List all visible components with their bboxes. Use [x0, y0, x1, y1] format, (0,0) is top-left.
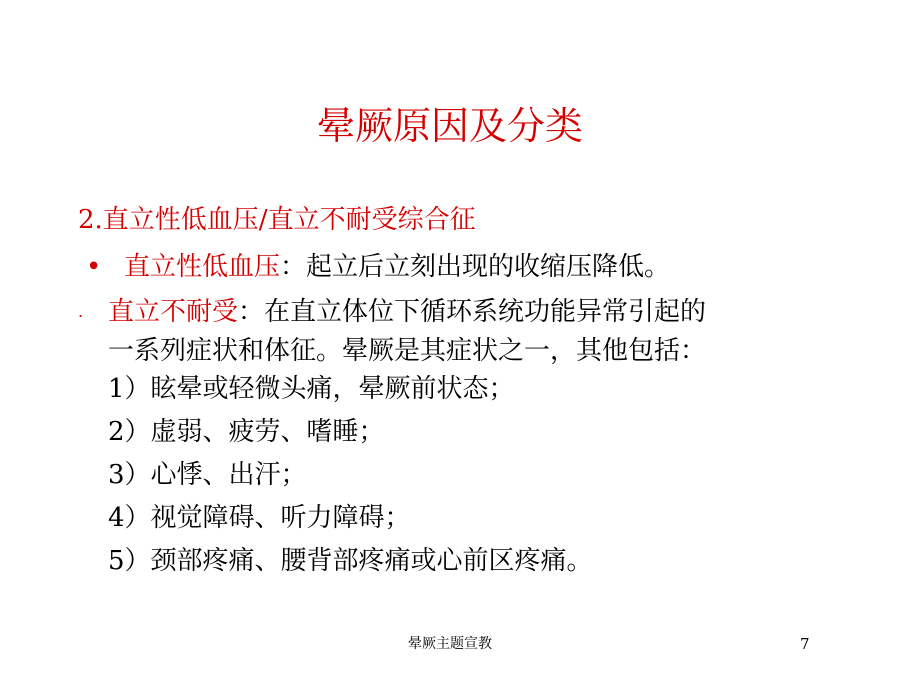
list-item: 2）虚弱、疲劳、嗜睡；: [108, 417, 385, 447]
bullet-term: 直立性低血压: [124, 252, 281, 282]
bullet-term: 直立不耐受: [108, 297, 239, 327]
bullet-orthostatic-hypotension: [124, 248, 670, 286]
bullet-orthostatic-intolerance: [108, 293, 706, 331]
page-number: 7: [800, 635, 810, 653]
slide-footer: 晕厥主题宣教: [408, 636, 492, 652]
list-item: 3）心悸、出汗；: [108, 460, 307, 490]
bullet-marker: .: [78, 302, 84, 321]
slide-subtitle: 2.直立性低血压/直立不耐受综合征: [78, 205, 476, 235]
list-item: 4）视觉障碍、听力障碍；: [108, 503, 411, 533]
list-item: 1）眩晕或轻微头痛，晕厥前状态；: [108, 374, 515, 404]
bullet-marker: •: [86, 252, 102, 282]
bullet-text: ：起立后立刻出现的收缩压降低。: [280, 252, 671, 282]
slide-title: 晕厥原因及分类: [316, 104, 583, 148]
bullet-text: ：在直立体位下循环系统功能异常引起的: [238, 297, 707, 327]
list-item: 5）颈部疼痛、腰背部疼痛或心前区疼痛。: [108, 546, 593, 576]
bullet-continuation: 一系列症状和体征。晕厥是其症状之一，其他包括：: [108, 336, 707, 366]
